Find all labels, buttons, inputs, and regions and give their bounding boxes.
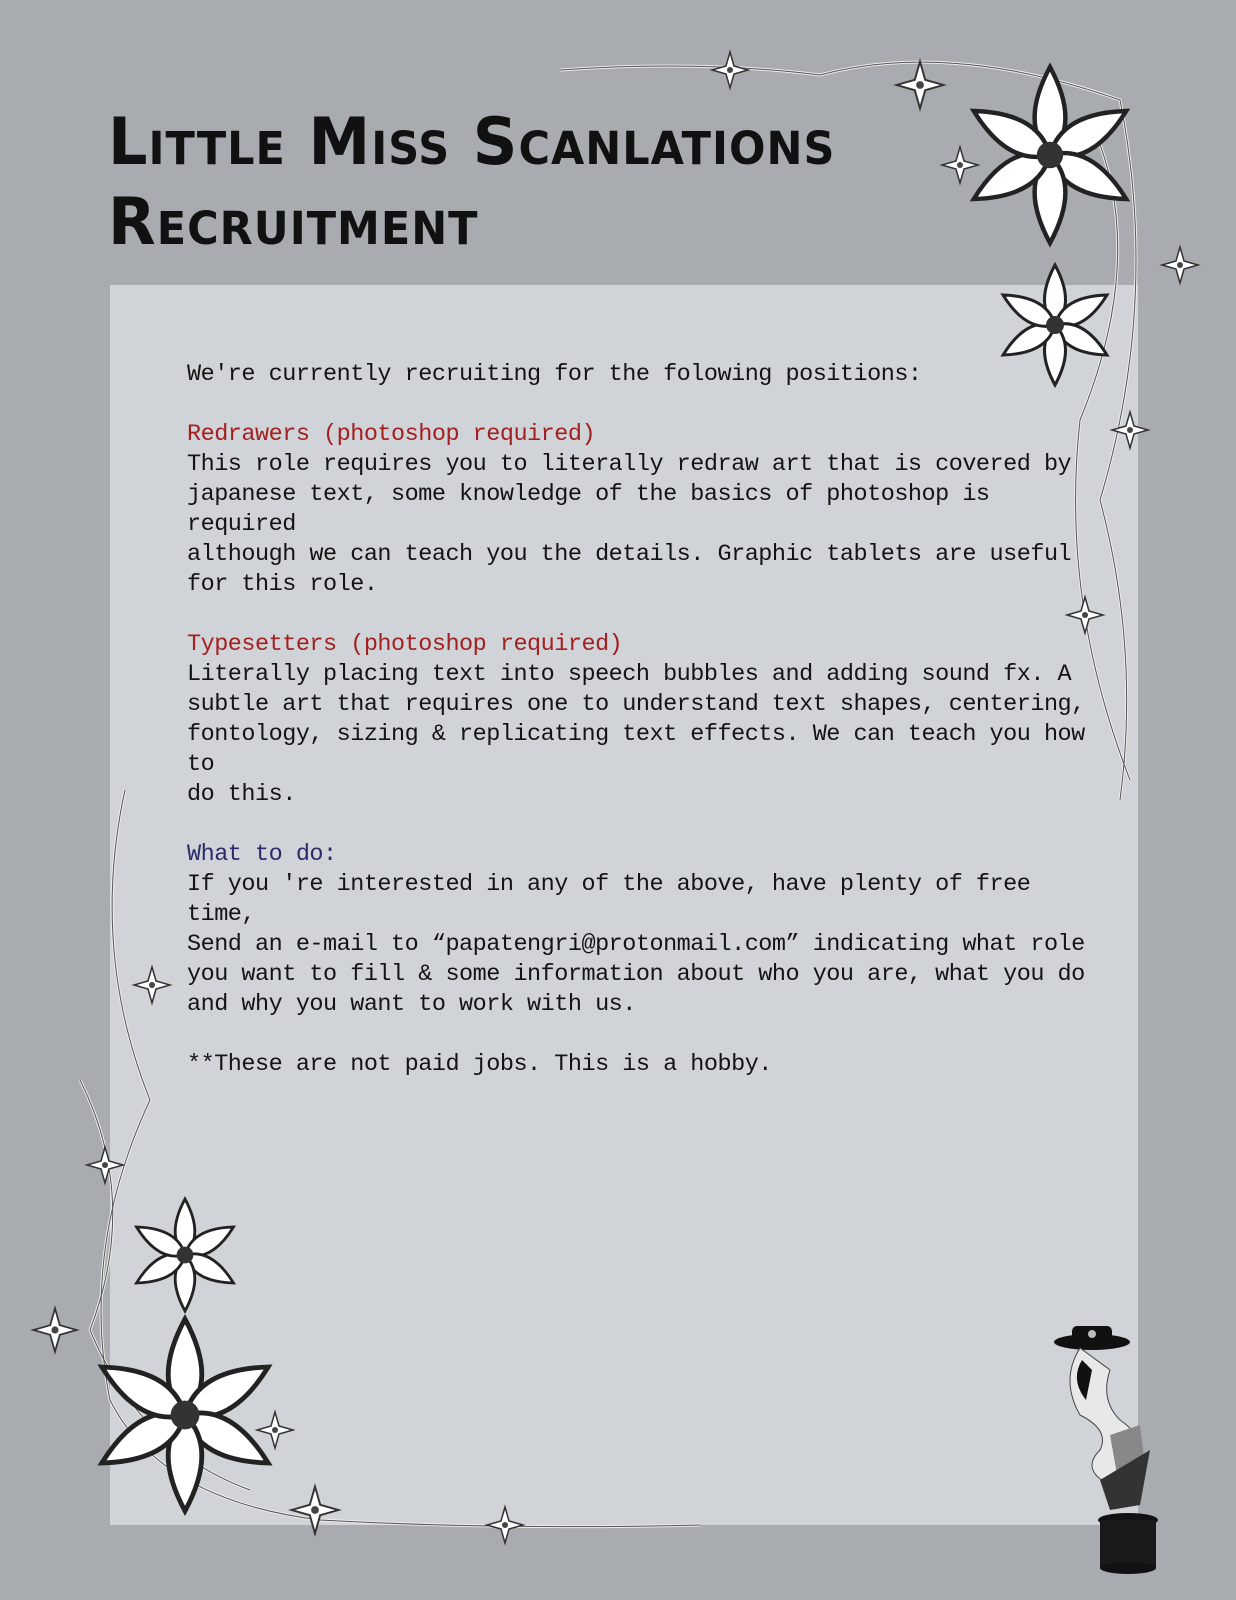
page-title bbox=[108, 102, 835, 262]
footnote: **These are not paid jobs. This is a hobby. bbox=[187, 1051, 772, 1078]
section-line: subtle art that requires one to understand text shapes, centering, bbox=[187, 691, 1085, 718]
section-line: japanese text, some knowledge of the basics of photoshop is required bbox=[187, 481, 990, 538]
section-line: Literally placing text into speech bubbles and adding sound fx. A bbox=[187, 661, 1072, 688]
section-line: If you 're interested in any of the above, have plenty of free time, bbox=[187, 871, 1031, 928]
title-line-2: Recruitment bbox=[108, 182, 479, 260]
section-line: Send an e-mail to “papatengri@protonmail.com” indicating what role bbox=[187, 931, 1085, 958]
recruitment-text bbox=[187, 360, 1087, 1080]
intro-text: We're currently recruiting for the folowing positions: bbox=[187, 361, 922, 388]
section-line: fontology, sizing & replicating text effects. We can teach you how to bbox=[187, 721, 1085, 778]
title-line-1: Little Miss Scanlations bbox=[108, 103, 836, 180]
section-heading-typesetters: Typesetters (photoshop required) bbox=[187, 631, 623, 658]
section-line: and why you want to work with us. bbox=[187, 991, 636, 1018]
section-line: This role requires you to literally redraw art that is covered by bbox=[187, 451, 1072, 478]
section-heading-what-to-do: What to do: bbox=[187, 841, 337, 868]
section-line: for this role. bbox=[187, 571, 378, 598]
section-heading-redrawers: Redrawers (photoshop required) bbox=[187, 421, 596, 448]
hat-girl-silhouette-icon bbox=[1040, 1320, 1180, 1580]
section-line: although we can teach you the details. Graphic tablets are useful bbox=[187, 541, 1072, 568]
section-line: do this. bbox=[187, 781, 296, 808]
section-line: you want to fill & some information about who you are, what you do bbox=[187, 961, 1085, 988]
